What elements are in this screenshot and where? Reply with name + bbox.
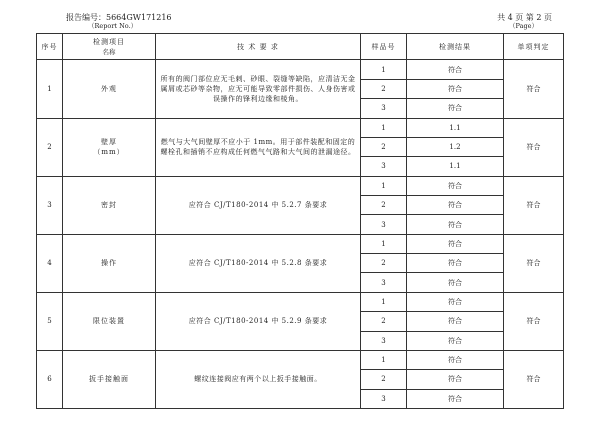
row-result: 符合 [407, 60, 504, 79]
row-result: 符合 [407, 176, 504, 195]
row-sample: 2 [361, 312, 407, 331]
row-item-unit: （mm） [93, 148, 125, 157]
report-number-label: 报告编号： [66, 13, 106, 22]
row-item [63, 234, 156, 292]
row-sample: 3 [361, 215, 407, 234]
row-result: 1.1 [407, 118, 504, 137]
row-result: 符合 [407, 370, 504, 389]
page-info-en: （Page） [509, 22, 538, 30]
header-seq: 序号 [37, 34, 63, 60]
row-result: 符合 [407, 350, 504, 369]
page-info: 共 4 页 第 2 页 [497, 13, 552, 22]
row-result: 符合 [407, 196, 504, 215]
report-number: 5664GW171216 [106, 13, 172, 22]
row-requirement: 应符合 CJ/T180-2014 中 5.2.7 条要求 [156, 176, 361, 234]
table-row [37, 234, 564, 253]
header-item: 检测项目 名称 [63, 34, 156, 60]
row-item-name: 限位装置 [93, 317, 125, 326]
row-verdict: 符合 [504, 176, 564, 234]
row-item-name: 外观 [101, 85, 117, 94]
row-sample: 1 [361, 176, 407, 195]
row-requirement: 应符合 CJ/T180-2014 中 5.2.8 条要求 [156, 234, 361, 292]
row-verdict: 符合 [504, 118, 564, 176]
test-results-table [36, 33, 564, 409]
row-sample: 1 [361, 60, 407, 79]
row-sample: 1 [361, 118, 407, 137]
row-item [63, 118, 156, 176]
row-sample: 3 [361, 331, 407, 350]
row-sample: 1 [361, 350, 407, 369]
row-sample: 3 [361, 273, 407, 292]
table-row [37, 60, 564, 79]
row-item [63, 292, 156, 350]
table-header-row [37, 34, 564, 60]
report-number-block [66, 13, 172, 31]
row-verdict: 符合 [504, 350, 564, 408]
page-info-block [497, 13, 552, 31]
row-result: 符合 [407, 273, 504, 292]
row-sample: 1 [361, 234, 407, 253]
row-item [63, 176, 156, 234]
row-result: 1.1 [407, 157, 504, 176]
row-item-name: 密封 [101, 201, 117, 210]
row-seq: 4 [37, 234, 63, 292]
row-result: 符合 [407, 79, 504, 98]
table-row [37, 292, 564, 311]
row-sample: 1 [361, 292, 407, 311]
row-sample: 2 [361, 196, 407, 215]
table-row [37, 350, 564, 369]
header-requirement: 技 术 要 求 [156, 34, 361, 60]
table-row [37, 118, 564, 137]
row-item [63, 350, 156, 408]
row-seq: 6 [37, 350, 63, 408]
row-requirement: 所有的阀门部位应无毛刺、砂眼、裂缝等缺陷，应清洁无金属屑或芯砂等杂物，应无可能导致零部件损伤、人身伤害或误操作的锋利边缘和棱角。 [156, 60, 361, 118]
table-row [37, 176, 564, 195]
row-item [63, 60, 156, 118]
row-sample: 2 [361, 254, 407, 273]
header-sample: 样品号 [361, 34, 407, 60]
row-seq: 2 [37, 118, 63, 176]
row-result: 1.2 [407, 137, 504, 156]
row-verdict: 符合 [504, 292, 564, 350]
row-verdict: 符合 [504, 234, 564, 292]
row-requirement: 燃气与大气间壁厚不应小于 1mm。用于部件装配和固定的螺栓孔和插销不应构成任何燃气气路和大气间的泄漏途径。 [156, 118, 361, 176]
row-result: 符合 [407, 312, 504, 331]
header-verdict: 单项判定 [504, 34, 564, 60]
row-sample: 3 [361, 389, 407, 408]
row-result: 符合 [407, 215, 504, 234]
row-result: 符合 [407, 254, 504, 273]
row-result: 符合 [407, 234, 504, 253]
row-seq: 3 [37, 176, 63, 234]
row-sample: 3 [361, 157, 407, 176]
row-result: 符合 [407, 389, 504, 408]
row-requirement: 螺纹连接阀应有两个以上扳手接触面。 [156, 350, 361, 408]
row-item-name: 壁厚 [101, 138, 117, 147]
row-item-name: 扳手接触面 [89, 375, 129, 384]
row-requirement: 应符合 CJ/T180-2014 中 5.2.9 条要求 [156, 292, 361, 350]
row-item-name: 操作 [101, 259, 117, 268]
row-sample: 3 [361, 99, 407, 118]
row-sample: 2 [361, 370, 407, 389]
row-sample: 2 [361, 79, 407, 98]
report-number-en: （Report No.） [88, 22, 138, 30]
row-seq: 5 [37, 292, 63, 350]
row-verdict: 符合 [504, 60, 564, 118]
row-sample: 2 [361, 137, 407, 156]
row-seq: 1 [37, 60, 63, 118]
row-result: 符合 [407, 99, 504, 118]
row-result: 符合 [407, 292, 504, 311]
header-result: 检测结果 [407, 34, 504, 60]
row-result: 符合 [407, 331, 504, 350]
